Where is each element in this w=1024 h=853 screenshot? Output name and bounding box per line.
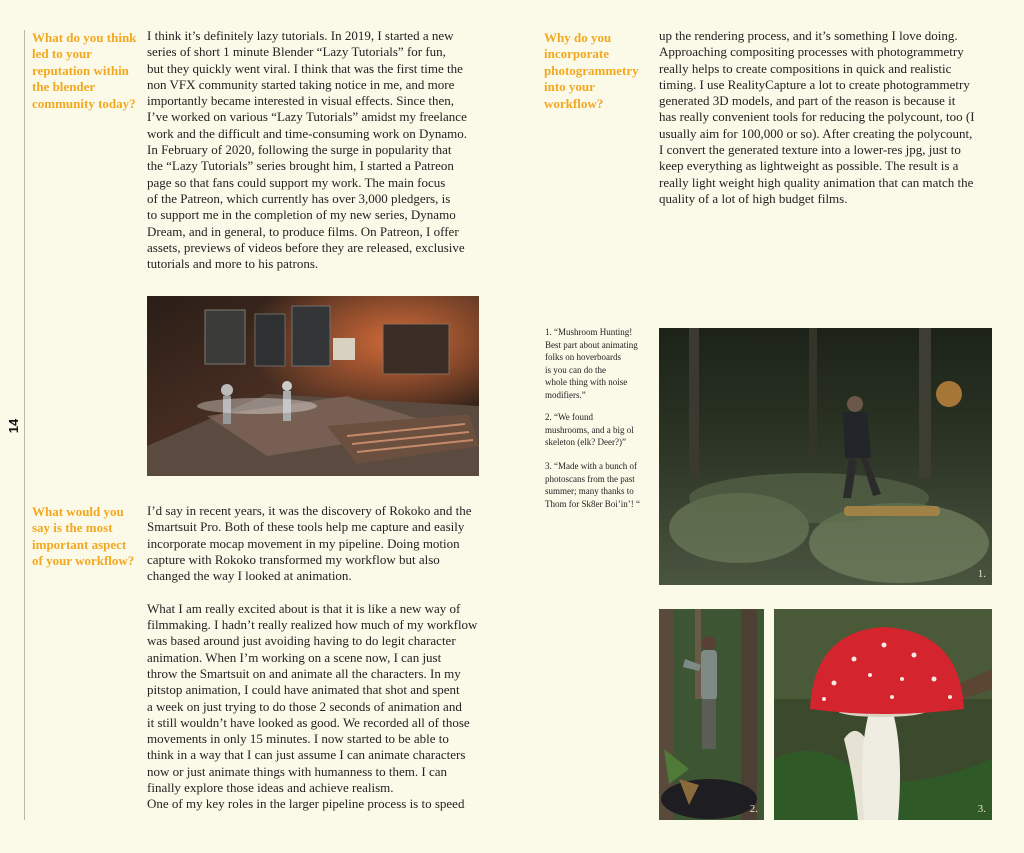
answer-workflow: I’d say in recent years, it was the discovery of Rokoko and the Smartsuit Pro. Both of these tools help me capture and easily incorporate mocap movement in my pipeline. Doing motion capture with Rokoko transformed my workflow but also changed the way I looked at animation. What I am really excited about is that it is like a new way of filmmaking. I hadn’t really realized how much of my workflow was based around just avoiding having to do legit character animation. When I’m working on a scene now, I can just throw the Smartsuit on and animate all the characters. In my pitstop animation, I could have animated that shot and spent a week on just trying to do those 2 seconds of animation and it still wouldn’t have looked as good. We recorded all of those movements in only 15 minutes. I now started to be able to think in a way that I can just assume I can animate characters now or just animate things with humanness to them. I can finally explore those ideas and achieve realism. One of my key roles in the larger pipeline process is to speed [147,503,478,812]
caption-1: 1. “Mushroom Hunting! Best part about animating folks on hoverboards is you can do the whole thing with noise modifiers.” [545,327,638,400]
photo-number-1: 1. [977,568,986,580]
margin-rule [24,30,25,820]
question-reputation: What do you think led to your reputation within the blender community today? [32,30,137,111]
mushroom-hunting-image [659,609,764,820]
forest-hoverboard-image [659,328,992,585]
studio-render-image [147,296,479,476]
photo-number-3: 3. [977,803,986,815]
question-workflow: What would you say is the most important aspect of your workflow? [32,504,135,569]
question-photogrammetry: Why do you incorporate photogrammetry into your workflow? [544,30,639,111]
answer-photogrammetry: up the rendering process, and it’s something I love doing. Approaching compositing processes with photogrammetry really helps to create compositions in quick and realistic timing. I use RealityCapture a lot to create photogrammetry generated 3D models, and part of the reason is because it has really convenient tools for reducing the polycount, too (I usually aim for 100,000 or so). After creating the polycount, I convert the generated texture into a lower-res jpg, just to keep everything as lightweight as possible. The result is a really light weight high quality animation that can match the quality of a lot of high budget films. [659,28,975,206]
caption-2: 2. “We found mushrooms, and a big ol skeleton (elk? Deer?)” [545,412,634,447]
caption-3: 3. “Made with a bunch of photoscans from the past summer; many thanks to Thom for Sk8er Boi’in’! “ [545,461,640,509]
photo-number-2: 2. [749,803,758,815]
red-mushroom-image [774,609,992,820]
answer-reputation: I think it’s definitely lazy tutorials. In 2019, I started a new series of short 1 minute Blender “Lazy Tutorials” for fun, but they quickly went viral. I think that was the first time the non VFX community started taking notice in me, and more importantly became interested in visual effects. Since then, I’ve worked on various “Lazy Tutorials” amidst my freelance work and the difficult and time-consuming work on Dynamo. In February of 2020, following the surge in popularity that the “Lazy Tutorials” series brought him, I started a Patreon page so that fans could support my work. The main focus of the Patreon, which currently has over 3,000 pledgers, is to support me in the completion of my new series, Dynamo Dream, and in general, to produce films. On Patreon, I offer assets, previews of videos before they are released, exclusive tutorials and more to his patrons. [147,28,468,272]
page-number: 14 [6,418,21,434]
